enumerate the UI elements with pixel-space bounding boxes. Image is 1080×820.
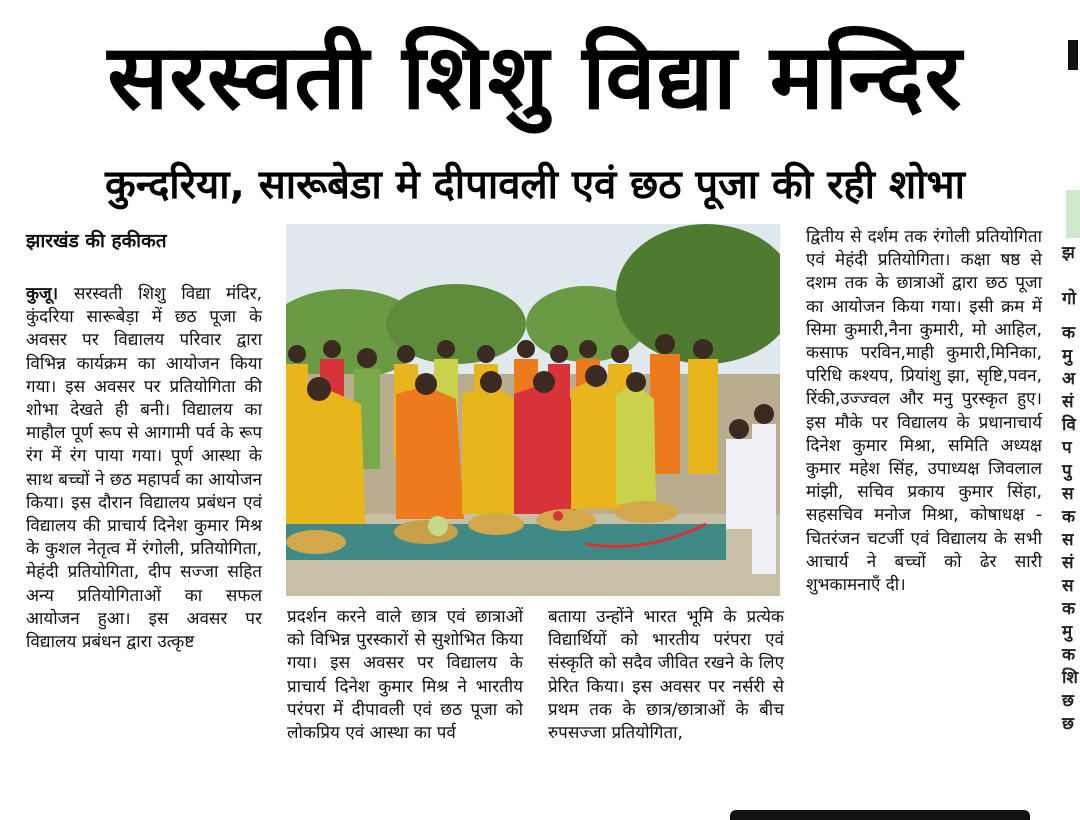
photo-illustration [286,224,780,596]
headline: कुन्दरिया, सारूबेडा मे दीपावली एवं छठ पूजा की रही शोभा [104,162,965,208]
article-column-4: द्वितीय से दर्शम तक रंगोली प्रतियोगिता एवं मेहंदी प्रतियोगिता। कक्षा षष्ठ से दशम तक के छात्राओं द्वारा छठ पूजा का आयोजन किया गया। इसी क्रम में सिमा कुमारी,नैना कुमारी, मो आहिल, कसाफ परविन,माही कुमारी,मिनिका, परिधि कश्यप, प्रियांशु झा, सृष्टि,पवन, रिंकी,उज्ज्वल और मनु पुरस्कृत हुए। इस मौके पर विद्यालय के प्रधानाचार्य दिनेश कुमार मिश्रा, समिति अध्यक्ष कुमार महेश सिंह, उपाध्यक्ष जिवलाल मांझी, सचिव प्रकाय कुमार सिंहा, सहसचिव मनोज मिश्रा, कोषाधक्ष - चितरंजन चटर्जी एवं विद्यालय के सभी आचार्य ने बच्चों को ढेर सारी शुभकामनाएँ दी। [806,227,1042,596]
adjacent-headline-bottom [730,810,1030,820]
column-1-text: सरस्वती शिशु विद्या मंदिर, कुंदरिया सारूबेड़ा में छठ पूजा के अवसर पर विद्यालय परिवार द्वारा विभिन्न कार्यक्रम का आयोजन किया गया। इस अवसर पर प्रतियोगिता की शोभा देखते ही बनी। विद्यालय का माहौल पूर्ण रूप से आगामी पर्व के रूप रंग में रंग पाया गया। पूर्ण आस्था के साथ बच्चों ने छठ महापर्व का आयोजन किया। इस दौरान विद्यालय प्रबंधन एवं विद्यालय की प्राचार्य दिनेश कुमार मिश्र के कुशल नेतृत्व में रंगोली, प्रतियोगिता, मेहंदी प्रतियोगिता, दीप सज्जा सहित अन्य प्रतियोगिताओं का सफल आयोजन हुआ। इस अवसर पर विद्यालय प्रबंधन द्वारा उत्कृष्ट [26,284,263,653]
byline: झारखंड की हकीकत [26,230,167,252]
dateline: कुजू। [26,284,59,304]
masthead-title: सरस्वती शिशु विद्या मन्दिर [107,25,963,130]
article-column-1 [26,283,262,654]
adjacent-text-fragment: झ गो क मु अ सं वि प पु स क स सं स क मु क शि छ छ [1062,243,1078,734]
event-photo [286,224,780,596]
article-column-3: बताया उन्होंने भारत भूमि के प्रत्येक विद्यार्थियों को भारतीय परंपरा एवं संस्कृति को सदैव जीवित रखने के लिए प्रेरित किया। इस अवसर पर नर्सरी से प्रथम तक के छात्र/छात्राओं के बीच रुपसज्जा प्रतियोगिता, [548,607,784,744]
article-column-2: प्रदर्शन करने वाले छात्र एवं छात्राओं को विभिन्न पुरस्कारों से सुशोभित किया गया। इस अवसर पर विद्यालय के प्राचार्य दिनेश कुमार मिश्र ने भारतीय परंपरा में दीपावली एवं छठ पूजा को लोकप्रिय एवं आस्था का पर्व [287,607,523,744]
adjacent-headline-fragment [1068,40,1078,70]
